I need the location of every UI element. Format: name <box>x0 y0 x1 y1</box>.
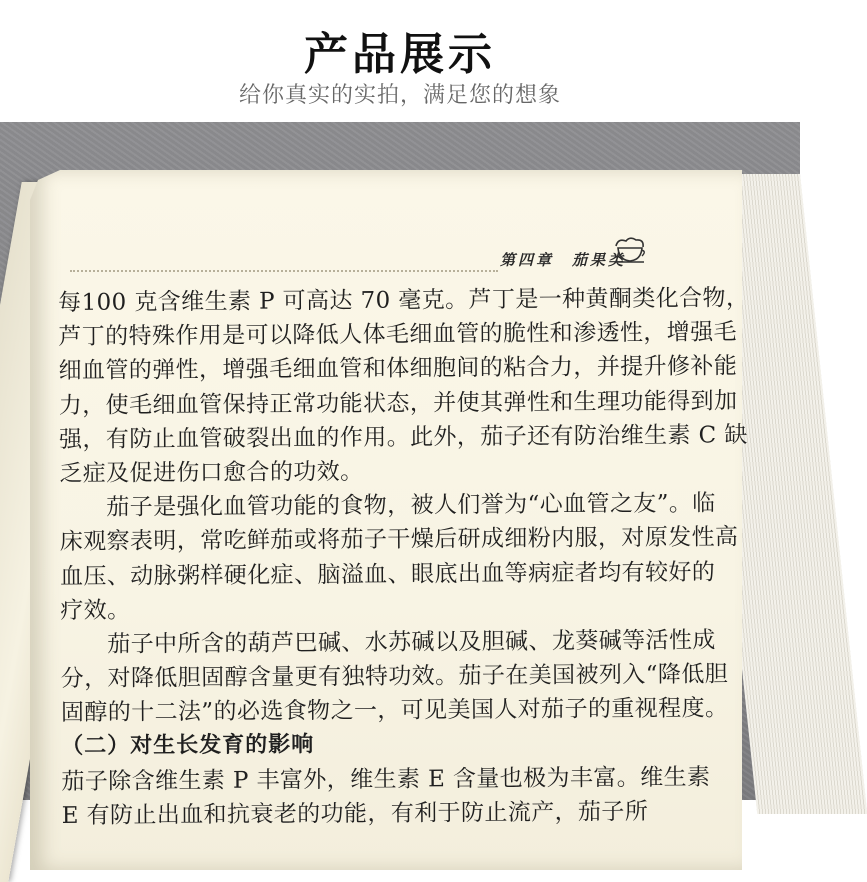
text-line: 茄子是强化血管功能的食物，被人们誉为“心血管之友”。临 <box>59 490 716 522</box>
banner-subtitle: 给你真实的实拍，满足您的想象 <box>238 83 561 108</box>
text-line: 茄子中所含的葫芦巴碱、水苏碱以及胆碱、龙葵碱等活性成 <box>60 627 716 658</box>
text-line: 强，有防止血管破裂出血的作用。此外，茄子还有防治维生素 C 缺 <box>58 421 748 453</box>
text-line: 血压、动脉粥样硬化症、脑溢血、眼底出血等病症者均有较好的 <box>59 558 716 590</box>
text-line: 力，使毛细血管保持正常功能状态，并使其弹性和生理功能得到加 <box>58 387 738 419</box>
text-line: 细血管的弹性，增强毛细血管和体细胞间的粘合力，并提升修补能 <box>58 353 738 385</box>
teacup-icon <box>612 236 648 264</box>
text-line: 固醇的十二法”的必选食物之一，可见美国人对茄子的重视程度。 <box>60 695 729 727</box>
header-banner <box>0 0 800 122</box>
text-line: 乏症及促进伤口愈合的功效。 <box>59 458 364 487</box>
section-heading: （二）对生长发育的影响 <box>61 732 315 760</box>
text-line: 分，对降低胆固醇含量更有独特功效。茄子在美国被列入“降低胆 <box>60 661 729 693</box>
text-line: E 有防止出血和抗衰老的功能，有利于防止流产，茄子所 <box>61 798 649 829</box>
text-line: 每100 克含维生素 P 可高达 70 毫克。芦丁是一种黄酮类化合物， <box>58 285 750 316</box>
text-line: 疗效。 <box>60 597 131 624</box>
running-head: 第四章 茄果类 <box>500 251 627 269</box>
text-line: 床观察表明，常吃鲜茄或将茄子干燥后研成细粉内服，对原发性高 <box>59 524 739 556</box>
page-text <box>58 281 762 833</box>
text-line: 茄子除含维生素 P 丰富外，维生素 E 含量也极为丰富。维生素 <box>61 764 711 795</box>
book-photo <box>0 122 800 829</box>
banner-title: 产品展示 <box>304 29 496 80</box>
dotted-rule <box>70 270 498 272</box>
text-line: 芦丁的特殊作用是可以降低人体毛细血管的脆性和渗透性，增强毛 <box>58 319 738 351</box>
